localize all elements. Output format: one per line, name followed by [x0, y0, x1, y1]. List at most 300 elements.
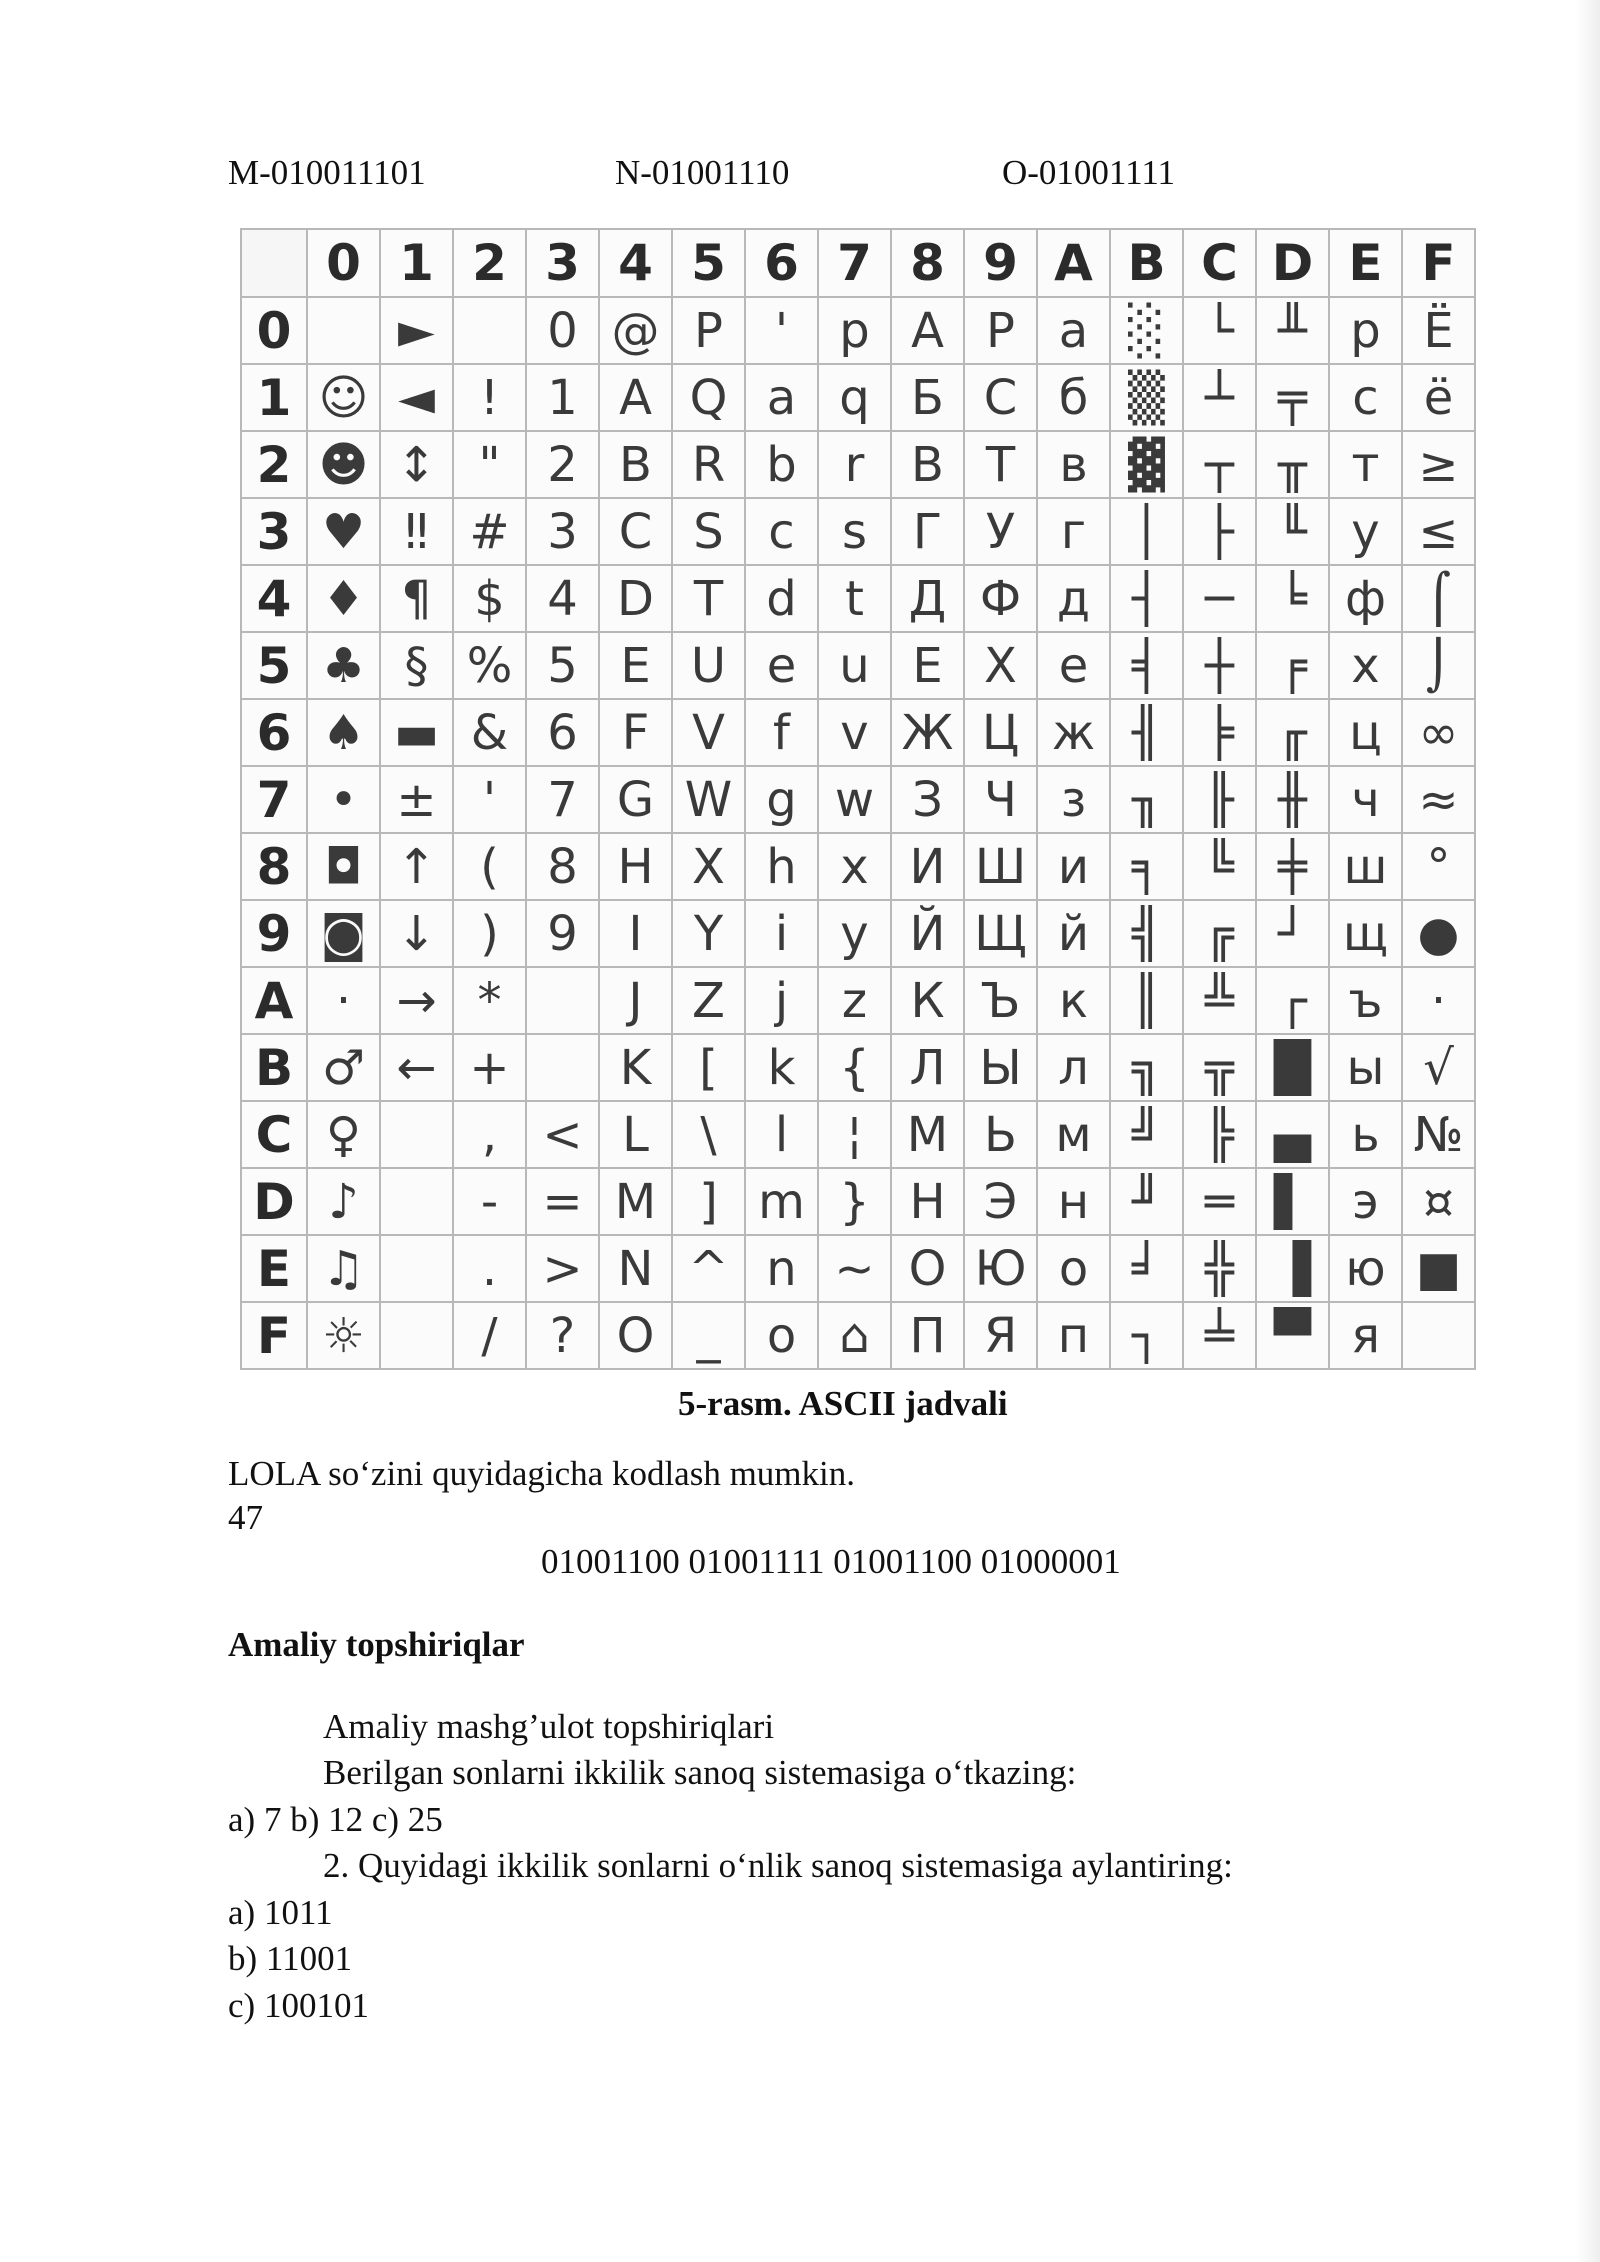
ascii-cell: Й: [891, 900, 964, 967]
ascii-col-header: 2: [453, 229, 526, 297]
ascii-cell: -: [453, 1168, 526, 1235]
ascii-cell: ]: [672, 1168, 745, 1235]
ascii-cell: Ъ: [964, 967, 1037, 1034]
ascii-cell: ╓: [1256, 699, 1329, 766]
ascii-cell: ♂: [307, 1034, 380, 1101]
ascii-cell: Ф: [964, 565, 1037, 632]
ascii-cell: ■: [1402, 1235, 1475, 1302]
ascii-cell: ┐: [1110, 1302, 1183, 1369]
ascii-cell: т: [1329, 431, 1402, 498]
ascii-cell: ⌠: [1402, 565, 1475, 632]
ascii-cell: е: [1037, 632, 1110, 699]
code-m: M-010011101: [228, 153, 426, 192]
ascii-cell: L: [599, 1101, 672, 1168]
ascii-cell: ►: [380, 297, 453, 364]
ascii-row: [241, 900, 1475, 967]
ascii-cell: f: [745, 699, 818, 766]
ascii-col-header: C: [1183, 229, 1256, 297]
ascii-row: [241, 1101, 1475, 1168]
ascii-cell: Ш: [964, 833, 1037, 900]
ascii-cell: ф: [1329, 565, 1402, 632]
ascii-cell: u: [818, 632, 891, 699]
ascii-row-header: D: [241, 1168, 307, 1235]
ascii-cell: [307, 297, 380, 364]
ascii-cell: Щ: [964, 900, 1037, 967]
ascii-cell: ¶: [380, 565, 453, 632]
ascii-cell: ,: [453, 1101, 526, 1168]
ascii-cell: ♣: [307, 632, 380, 699]
ascii-cell: ╨: [1256, 297, 1329, 364]
ascii-cell: X: [672, 833, 745, 900]
ascii-cell: ч: [1329, 766, 1402, 833]
ascii-cell: Ё: [1402, 297, 1475, 364]
task2-option-b: b) 11001: [228, 1939, 353, 1978]
figure-caption: 5-rasm. ASCII jadvali: [678, 1384, 1008, 1423]
ascii-row: [241, 297, 1475, 364]
ascii-cell: │: [1110, 498, 1183, 565]
ascii-cell: ◙: [307, 900, 380, 967]
ascii-cell: [380, 1101, 453, 1168]
ascii-cell: ┴: [1183, 364, 1256, 431]
ascii-cell: ╩: [1183, 967, 1256, 1034]
ascii-cell: <: [526, 1101, 599, 1168]
ascii-cell: ^: [672, 1235, 745, 1302]
ascii-cell: m: [745, 1168, 818, 1235]
ascii-cell: ): [453, 900, 526, 967]
ascii-cell: ‼: [380, 498, 453, 565]
ascii-cell: ♪: [307, 1168, 380, 1235]
ascii-row: [241, 364, 1475, 431]
ascii-cell: ±: [380, 766, 453, 833]
ascii-row-header: 6: [241, 699, 307, 766]
ascii-cell: [: [672, 1034, 745, 1101]
ascii-cell: ☻: [307, 431, 380, 498]
ascii-cell: ш: [1329, 833, 1402, 900]
task1-options: a) 7 b) 12 c) 25: [228, 1800, 443, 1839]
ascii-cell: [453, 297, 526, 364]
ascii-cell: /: [453, 1302, 526, 1369]
ascii-cell: h: [745, 833, 818, 900]
ascii-cell: I: [599, 900, 672, 967]
ascii-row: [241, 699, 1475, 766]
ascii-cell: [526, 967, 599, 1034]
ascii-header-row: [241, 229, 1475, 297]
ascii-cell: y: [818, 900, 891, 967]
ascii-row: [241, 1302, 1475, 1369]
ascii-cell: ∞: [1402, 699, 1475, 766]
ascii-cell: ┌: [1256, 967, 1329, 1034]
ascii-row-header: 5: [241, 632, 307, 699]
ascii-row-header: 8: [241, 833, 307, 900]
ascii-cell: о: [1037, 1235, 1110, 1302]
ascii-cell: Ж: [891, 699, 964, 766]
ascii-cell: ь: [1329, 1101, 1402, 1168]
ascii-cell: Х: [964, 632, 1037, 699]
ascii-cell: ≥: [1402, 431, 1475, 498]
ascii-cell: д: [1037, 565, 1110, 632]
ascii-cell: Z: [672, 967, 745, 1034]
ascii-col-header: F: [1402, 229, 1475, 297]
ascii-cell: ╥: [1256, 431, 1329, 498]
ascii-cell: 4: [526, 565, 599, 632]
ascii-cell: Ь: [964, 1101, 1037, 1168]
ascii-cell: =: [526, 1168, 599, 1235]
ascii-cell: ☺: [307, 364, 380, 431]
ascii-cell: Q: [672, 364, 745, 431]
ascii-cell: ▄: [1256, 1101, 1329, 1168]
code-o: O-01001111: [1002, 153, 1176, 192]
ascii-cell: 1: [526, 364, 599, 431]
ascii-cell: H: [599, 833, 672, 900]
ascii-cell: ▒: [1110, 364, 1183, 431]
ascii-cell: р: [1329, 297, 1402, 364]
ascii-cell: 7: [526, 766, 599, 833]
ascii-cell: н: [1037, 1168, 1110, 1235]
page-number: 47: [228, 1498, 263, 1537]
ascii-cell: \: [672, 1101, 745, 1168]
ascii-row-header: 2: [241, 431, 307, 498]
ascii-cell: ⌡: [1402, 632, 1475, 699]
ascii-cell: а: [1037, 297, 1110, 364]
ascii-cell: ├: [1183, 498, 1256, 565]
ascii-cell: ·: [1402, 967, 1475, 1034]
ascii-cell: §: [380, 632, 453, 699]
ascii-cell: √: [1402, 1034, 1475, 1101]
ascii-row-header: B: [241, 1034, 307, 1101]
ascii-cell: ▌: [1256, 1168, 1329, 1235]
ascii-cell: °: [1402, 833, 1475, 900]
ascii-cell: t: [818, 565, 891, 632]
ascii-cell: ё: [1402, 364, 1475, 431]
ascii-col-header: 8: [891, 229, 964, 297]
ascii-cell: ┬: [1183, 431, 1256, 498]
ascii-cell: k: [745, 1034, 818, 1101]
ascii-cell: В: [891, 431, 964, 498]
ascii-cell: .: [453, 1235, 526, 1302]
ascii-cell: Р: [964, 297, 1037, 364]
ascii-row-header: C: [241, 1101, 307, 1168]
ascii-row: [241, 632, 1475, 699]
ascii-cell: ╞: [1183, 699, 1256, 766]
ascii-cell: Т: [964, 431, 1037, 498]
ascii-cell: ▓: [1110, 431, 1183, 498]
ascii-cell: ¦: [818, 1101, 891, 1168]
ascii-cell: w: [818, 766, 891, 833]
paragraph-lola: LOLA so‘zini quyidagicha kodlash mumkin.: [228, 1454, 855, 1493]
ascii-cell: ●: [1402, 900, 1475, 967]
ascii-cell: ╛: [1110, 1235, 1183, 1302]
ascii-cell: !: [453, 364, 526, 431]
ascii-cell: ╧: [1183, 1302, 1256, 1369]
ascii-cell: r: [818, 431, 891, 498]
ascii-cell: K: [599, 1034, 672, 1101]
ascii-cell: ╙: [1256, 498, 1329, 565]
ascii-cell: ╪: [1256, 833, 1329, 900]
ascii-cell: ♦: [307, 565, 380, 632]
ascii-col-header: D: [1256, 229, 1329, 297]
ascii-cell: ←: [380, 1034, 453, 1101]
ascii-cell: x: [818, 833, 891, 900]
ascii-cell: └: [1183, 297, 1256, 364]
task2-option-a: a) 1011: [228, 1893, 333, 1932]
ascii-cell: в: [1037, 431, 1110, 498]
ascii-cell: g: [745, 766, 818, 833]
ascii-cell: █: [1256, 1034, 1329, 1101]
ascii-cell: @: [599, 297, 672, 364]
ascii-cell: ╠: [1183, 1101, 1256, 1168]
ascii-col-header: 7: [818, 229, 891, 297]
ascii-cell: →: [380, 967, 453, 1034]
ascii-cell: [1402, 1302, 1475, 1369]
ascii-cell: ─: [1183, 565, 1256, 632]
ascii-cell: О: [891, 1235, 964, 1302]
ascii-cell: п: [1037, 1302, 1110, 1369]
ascii-cell: V: [672, 699, 745, 766]
ascii-row-header: 1: [241, 364, 307, 431]
ascii-cell: ж: [1037, 699, 1110, 766]
ascii-col-header: 0: [307, 229, 380, 297]
ascii-cell: *: [453, 967, 526, 1034]
ascii-cell: Я: [964, 1302, 1037, 1369]
ascii-cell: C: [599, 498, 672, 565]
ascii-cell: E: [599, 632, 672, 699]
ascii-cell: _: [672, 1302, 745, 1369]
ascii-cell: ¤: [1402, 1168, 1475, 1235]
ascii-cell: г: [1037, 498, 1110, 565]
ascii-cell: Э: [964, 1168, 1037, 1235]
ascii-cell: ╜: [1110, 1168, 1183, 1235]
ascii-cell: й: [1037, 900, 1110, 967]
ascii-cell: A: [599, 364, 672, 431]
ascii-cell: a: [745, 364, 818, 431]
ascii-cell: м: [1037, 1101, 1110, 1168]
ascii-row: [241, 1235, 1475, 1302]
ascii-cell: 2: [526, 431, 599, 498]
ascii-cell: $: [453, 565, 526, 632]
ascii-cell: ~: [818, 1235, 891, 1302]
ascii-cell: ╕: [1110, 833, 1183, 900]
ascii-cell: [526, 1034, 599, 1101]
ascii-row-header: A: [241, 967, 307, 1034]
ascii-cell: F: [599, 699, 672, 766]
ascii-row: [241, 565, 1475, 632]
ascii-cell: D: [599, 565, 672, 632]
ascii-row: [241, 833, 1475, 900]
ascii-row-header: E: [241, 1235, 307, 1302]
ascii-row-header: 3: [241, 498, 307, 565]
ascii-cell: #: [453, 498, 526, 565]
ascii-cell: ъ: [1329, 967, 1402, 1034]
ascii-cell: у: [1329, 498, 1402, 565]
ascii-cell: &: [453, 699, 526, 766]
ascii-cell: №: [1402, 1101, 1475, 1168]
code-n: N-01001110: [615, 153, 790, 192]
ascii-cell: М: [891, 1101, 964, 1168]
ascii-cell: 5: [526, 632, 599, 699]
ascii-cell: ю: [1329, 1235, 1402, 1302]
ascii-cell: 9: [526, 900, 599, 967]
ascii-cell: ╔: [1183, 900, 1256, 967]
ascii-row-header: 7: [241, 766, 307, 833]
ascii-cell: Ч: [964, 766, 1037, 833]
ascii-cell: Ц: [964, 699, 1037, 766]
ascii-row: [241, 766, 1475, 833]
ascii-cell: ╚: [1183, 833, 1256, 900]
ascii-row-header: 4: [241, 565, 307, 632]
ascii-cell: T: [672, 565, 745, 632]
ascii-cell: А: [891, 297, 964, 364]
ascii-row-header: 9: [241, 900, 307, 967]
ascii-cell: Д: [891, 565, 964, 632]
ascii-cell: ☼: [307, 1302, 380, 1369]
ascii-cell: ↕: [380, 431, 453, 498]
ascii-cell: ': [453, 766, 526, 833]
ascii-row: [241, 1168, 1475, 1235]
ascii-cell: ": [453, 431, 526, 498]
ascii-col-header: A: [1037, 229, 1110, 297]
ascii-cell: Н: [891, 1168, 964, 1235]
ascii-cell: ▐: [1256, 1235, 1329, 1302]
ascii-cell: ╗: [1110, 1034, 1183, 1101]
ascii-cell: Е: [891, 632, 964, 699]
ascii-col-header: B: [1110, 229, 1183, 297]
ascii-cell: O: [599, 1302, 672, 1369]
ascii-cell: z: [818, 967, 891, 1034]
ascii-cell: ╝: [1110, 1101, 1183, 1168]
ascii-cell: ': [745, 297, 818, 364]
ascii-row: [241, 431, 1475, 498]
ascii-cell: •: [307, 766, 380, 833]
ascii-cell: ╟: [1183, 766, 1256, 833]
ascii-cell: W: [672, 766, 745, 833]
ascii-corner-cell: [241, 229, 307, 297]
ascii-cell: З: [891, 766, 964, 833]
ascii-col-header: 6: [745, 229, 818, 297]
ascii-cell: M: [599, 1168, 672, 1235]
ascii-cell: c: [745, 498, 818, 565]
ascii-cell: ▀: [1256, 1302, 1329, 1369]
ascii-cell: Ы: [964, 1034, 1037, 1101]
task2-option-c: c) 100101: [228, 1986, 369, 2025]
ascii-row-header: 0: [241, 297, 307, 364]
ascii-col-header: E: [1329, 229, 1402, 297]
ascii-cell: ╢: [1110, 699, 1183, 766]
ascii-cell: ╤: [1256, 364, 1329, 431]
ascii-cell: к: [1037, 967, 1110, 1034]
task2-text: 2. Quyidagi ikkilik sonlarni o‘nlik sanoq sistemasiga aylantiring:: [323, 1846, 1233, 1885]
ascii-cell: ┼: [1183, 632, 1256, 699]
ascii-cell: ╘: [1256, 565, 1329, 632]
ascii-cell: ┤: [1110, 565, 1183, 632]
ascii-cell: p: [818, 297, 891, 364]
ascii-cell: э: [1329, 1168, 1402, 1235]
ascii-cell: (: [453, 833, 526, 900]
ascii-cell: ◘: [307, 833, 380, 900]
ascii-cell: ◄: [380, 364, 453, 431]
ascii-cell: +: [453, 1034, 526, 1101]
ascii-cell: щ: [1329, 900, 1402, 967]
ascii-cell: B: [599, 431, 672, 498]
ascii-cell: N: [599, 1235, 672, 1302]
task1-text: Berilgan sonlarni ikkilik sanoq sistemasiga o‘tkazing:: [323, 1753, 1077, 1792]
ascii-cell: и: [1037, 833, 1110, 900]
ascii-cell: S: [672, 498, 745, 565]
ascii-cell: з: [1037, 766, 1110, 833]
ascii-cell: G: [599, 766, 672, 833]
ascii-cell: К: [891, 967, 964, 1034]
ascii-col-header: 5: [672, 229, 745, 297]
ascii-cell: ?: [526, 1302, 599, 1369]
ascii-cell: ▬: [380, 699, 453, 766]
ascii-cell: j: [745, 967, 818, 1034]
ascii-cell: Л: [891, 1034, 964, 1101]
ascii-cell: l: [745, 1101, 818, 1168]
ascii-row: [241, 1034, 1475, 1101]
ascii-cell: >: [526, 1235, 599, 1302]
ascii-cell: ·: [307, 967, 380, 1034]
ascii-cell: %: [453, 632, 526, 699]
ascii-cell: s: [818, 498, 891, 565]
ascii-cell: P: [672, 297, 745, 364]
ascii-cell: ↓: [380, 900, 453, 967]
ascii-cell: q: [818, 364, 891, 431]
ascii-cell: 8: [526, 833, 599, 900]
ascii-cell: ы: [1329, 1034, 1402, 1101]
ascii-cell: ╣: [1110, 900, 1183, 967]
ascii-cell: U: [672, 632, 745, 699]
ascii-cell: ░: [1110, 297, 1183, 364]
ascii-cell: ♫: [307, 1235, 380, 1302]
ascii-cell: ╡: [1110, 632, 1183, 699]
ascii-cell: б: [1037, 364, 1110, 431]
ascii-cell: 3: [526, 498, 599, 565]
ascii-cell: ╒: [1256, 632, 1329, 699]
ascii-cell: b: [745, 431, 818, 498]
ascii-cell: e: [745, 632, 818, 699]
ascii-cell: ≈: [1402, 766, 1475, 833]
ascii-cell: J: [599, 967, 672, 1034]
ascii-cell: л: [1037, 1034, 1110, 1101]
ascii-cell: П: [891, 1302, 964, 1369]
ascii-cell: 0: [526, 297, 599, 364]
ascii-cell: [380, 1168, 453, 1235]
ascii-cell: ♠: [307, 699, 380, 766]
ascii-cell: х: [1329, 632, 1402, 699]
ascii-cell: ╫: [1256, 766, 1329, 833]
ascii-cell: ║: [1110, 967, 1183, 1034]
ascii-cell: [380, 1235, 453, 1302]
ascii-cell: С: [964, 364, 1037, 431]
ascii-cell: ц: [1329, 699, 1402, 766]
ascii-cell: ╬: [1183, 1235, 1256, 1302]
ascii-cell: {: [818, 1034, 891, 1101]
task-intro: Amaliy mashg’ulot topshiriqlari: [323, 1707, 775, 1746]
ascii-cell: с: [1329, 364, 1402, 431]
binary-code-line: 01001100 01001111 01001100 01000001: [541, 1542, 1121, 1581]
ascii-cell: R: [672, 431, 745, 498]
ascii-cell: Г: [891, 498, 964, 565]
ascii-row: [241, 498, 1475, 565]
ascii-col-header: 3: [526, 229, 599, 297]
ascii-cell: ╦: [1183, 1034, 1256, 1101]
ascii-cell: я: [1329, 1302, 1402, 1369]
ascii-cell: Ю: [964, 1235, 1037, 1302]
ascii-cell: ╖: [1110, 766, 1183, 833]
ascii-cell: ↑: [380, 833, 453, 900]
ascii-table: [240, 228, 1476, 1370]
ascii-cell: d: [745, 565, 818, 632]
ascii-row-header: F: [241, 1302, 307, 1369]
